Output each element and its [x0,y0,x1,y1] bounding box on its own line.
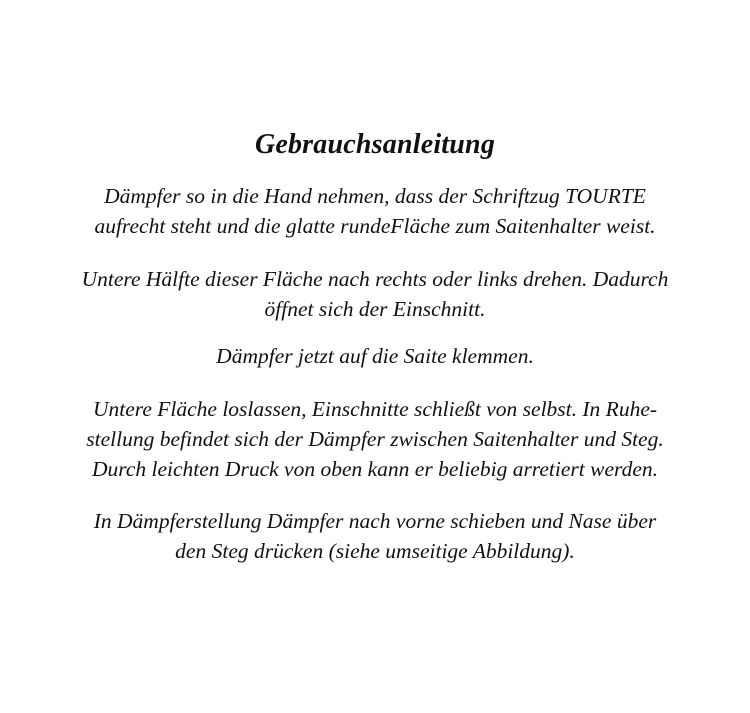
paragraph-line: Dämpfer so in die Hand nehmen, dass der Schriftzug TOURTE [104,184,646,208]
instruction-paragraph-1 [0,181,750,241]
instruction-paragraph-3 [0,341,750,371]
paragraph-line: öffnet sich der Einschnitt. [264,297,486,321]
instruction-paragraph-5 [0,506,750,566]
paragraph-line: aufrecht steht und die glatte rundeFläche zum Saitenhalter weist. [94,214,656,238]
paragraph-line: In Dämpferstellung Dämpfer nach vorne schieben und Nase über [93,509,657,533]
paragraph-line: Durch leichten Druck von oben kann er beliebig arretiert werden. [91,457,658,481]
paragraph-line: den Steg drücken (siehe umseitige Abbildung). [175,539,575,563]
paragraph-line: Untere Hälfte dieser Fläche nach rechts oder links drehen. Dadurch [81,267,669,291]
instruction-paragraph-2 [0,264,750,324]
document-title: Gebrauchsanleitung [254,129,496,160]
paragraph-line: stellung befindet sich der Dämpfer zwischen Saitenhalter und Steg. [86,427,664,451]
instruction-paragraph-4 [0,394,750,484]
paragraph-line: Dämpfer jetzt auf die Saite klemmen. [216,344,534,368]
paragraph-line: Untere Fläche loslassen, Einschnitte schließt von selbst. In Ruhe- [92,397,658,421]
